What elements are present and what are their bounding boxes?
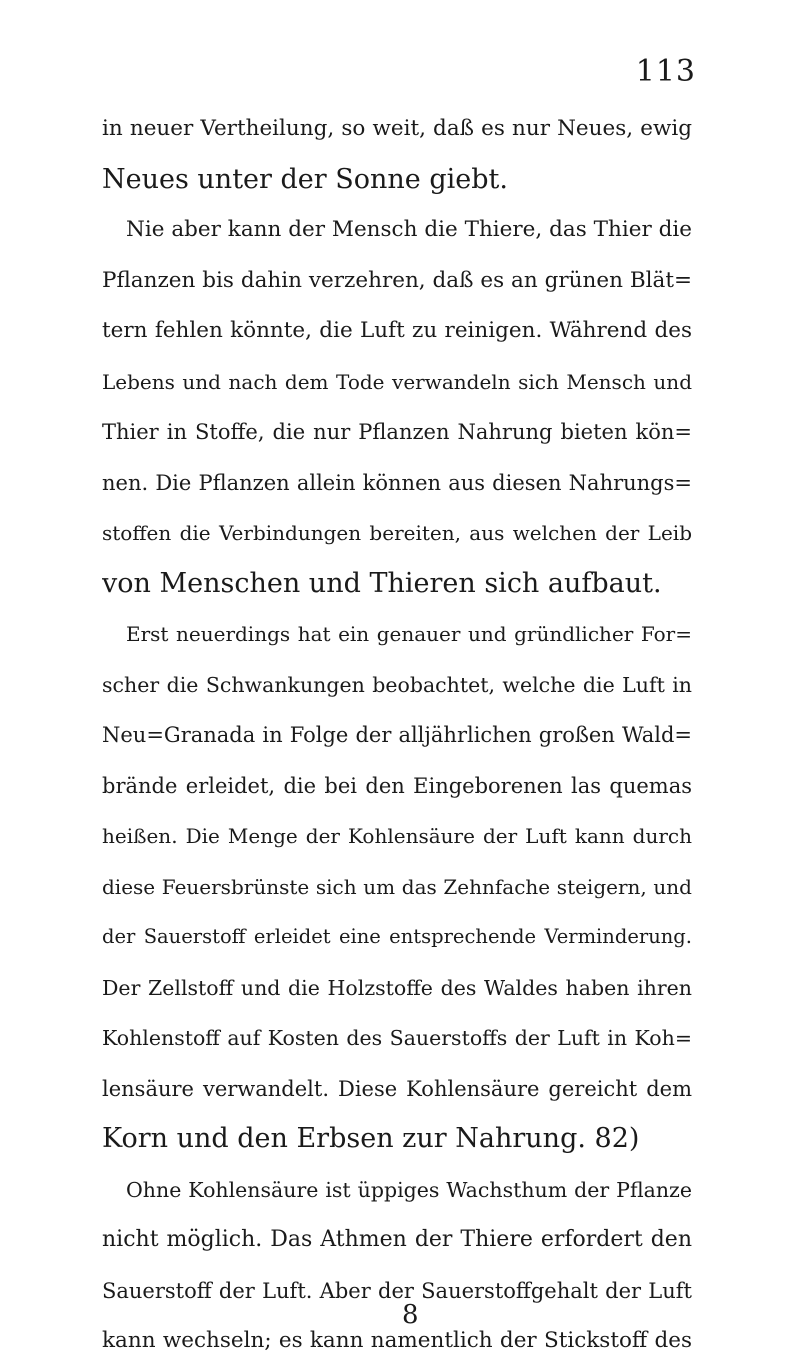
text-line: heißen. Die Menge der Kohlensäure der Luft kann durch <box>102 824 692 848</box>
text-line: kann wechseln; es kann namentlich der Stickstoff des <box>102 1328 692 1353</box>
text-line: nicht möglich. Das Athmen der Thiere erfordert den <box>102 1227 692 1252</box>
text-line: Erst neuerdings hat ein genauer und gründlicher For= <box>126 622 692 646</box>
text-line: Nie aber kann der Mensch die Thiere, das Thier die <box>126 217 692 242</box>
body-text <box>102 104 692 1367</box>
text-line: Kohlenstoff auf Kosten des Sauerstoffs der Luft in Koh= <box>102 1026 692 1050</box>
text-line: scher die Schwankungen beobachtet, welche die Luft in <box>102 672 692 697</box>
text-line: Pflanzen bis dahin verzehren, daß es an grünen Blät= <box>102 267 692 293</box>
text-line: Neues unter der Sonne giebt. <box>102 163 508 195</box>
text-line: von Menschen und Thieren sich aufbaut. <box>102 567 662 599</box>
text-line: Der Zellstoff und die Holzstoffe des Waldes haben ihren <box>102 975 692 1000</box>
text-line: diese Feuersbrünste sich um das Zehnfache steigern, und <box>102 874 692 899</box>
text-line: der Sauerstoff erleidet eine entsprechende Verminderung. <box>102 925 692 948</box>
text-line: Thier in Stoffe, die nur Pflanzen Nahrung bieten kön= <box>102 420 692 444</box>
text-line: Lebens und nach dem Tode verwandeln sich Mensch und <box>102 369 692 394</box>
text-line: Neu=Granada in Folge der alljährlichen großen Wald= <box>102 723 692 747</box>
text-line: nen. Die Pflanzen allein können aus diesen Nahrungs= <box>102 470 692 495</box>
text-line: lensäure verwandelt. Diese Kohlensäure gereicht dem <box>102 1076 692 1101</box>
signature-mark: 8 <box>402 1300 419 1330</box>
text-line: stoffen die Verbindungen bereiten, aus welchen der Leib <box>102 521 692 545</box>
page-number: 113 <box>635 54 696 89</box>
text-line: tern fehlen könnte, die Luft zu reinigen. Während des <box>102 318 692 343</box>
text-line: brände erleidet, die bei den Eingeborenen las quemas <box>102 773 692 798</box>
text-line: Korn und den Erbsen zur Nahrung. 82) <box>102 1123 640 1154</box>
text-line: in neuer Vertheilung, so weit, daß es nur Neues, ewig <box>102 116 692 141</box>
text-line: Sauerstoff der Luft. Aber der Sauerstoffgehalt der Luft <box>102 1278 692 1303</box>
text-line: Ohne Kohlensäure ist üppiges Wachsthum der Pflanze <box>126 1177 692 1202</box>
